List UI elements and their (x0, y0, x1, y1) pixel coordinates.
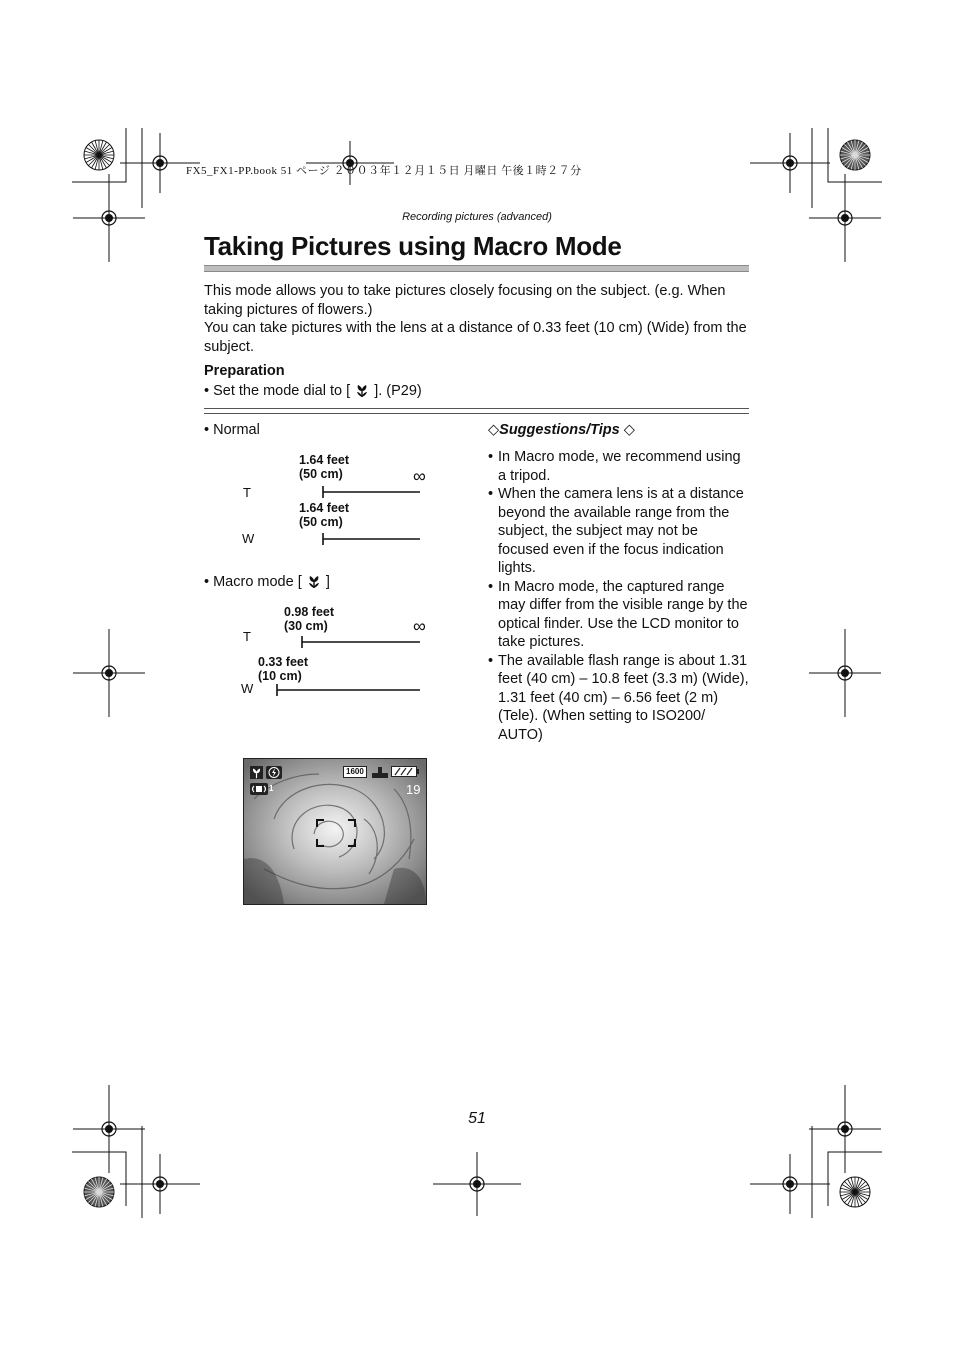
macro-flower-icon (306, 573, 322, 593)
tip-item: • The available flash range is about 1.31 feet (40 cm) – 10.8 feet (3.3 m) (Wide), 1.31 feet (40 cm) – 6.56 feet (2 m) (Tele). (When setting to ISO200/ AUTO) (488, 652, 750, 745)
infinity-symbol: ∞ (413, 466, 426, 486)
crosshair-mark (750, 1154, 830, 1214)
battery-icon (391, 766, 419, 777)
macro-flower-icon (354, 382, 370, 402)
distance-cm: (50 cm) (299, 515, 343, 529)
distance-feet: 1.64 feet (299, 453, 350, 467)
wide-letter: W (241, 681, 254, 696)
stabilizer-mode-number: 1 (269, 784, 274, 793)
crosshair-mark (73, 1085, 145, 1173)
intro-text (204, 282, 749, 356)
registration-star-mark (84, 1177, 114, 1207)
registration-star-mark (840, 1177, 870, 1207)
distance-cm: (10 cm) (258, 669, 302, 683)
crosshair-mark (809, 1085, 881, 1173)
picture-size-icon (372, 767, 388, 778)
macro-bullet-prefix: • Macro mode [ (204, 574, 302, 590)
normal-bullet: • Normal (204, 422, 260, 438)
tips-list (488, 448, 750, 744)
normal-wide-distance (299, 501, 349, 529)
iso-indicator: 1600 (343, 766, 367, 778)
running-head: Recording pictures (advanced) (402, 211, 552, 223)
wide-letter: W (242, 531, 255, 546)
macro-bullet (204, 573, 330, 593)
distance-feet: 0.33 feet (258, 655, 309, 669)
crosshair-mark (120, 1154, 200, 1214)
preparation-line (204, 382, 422, 402)
page-number: 51 (468, 1110, 486, 1127)
distance-cm: (30 cm) (284, 619, 328, 633)
book-file-info: FX5_FX1-PP.book 51 ページ ２００３年１２月１５日 月曜日 午後１時２７分 (186, 165, 582, 177)
normal-tele-distance (299, 453, 349, 481)
tip-item: • In Macro mode, we recommend using a tripod. (488, 448, 750, 485)
tip-item: • In Macro mode, the captured range may differ from the visible range by the optical finder. Use the LCD monitor to take pictures. (488, 578, 750, 652)
crosshair-mark (73, 629, 145, 717)
infinity-symbol: ∞ (413, 616, 426, 636)
macro-bullet-suffix: ] (325, 574, 330, 590)
intro-paragraph-2: You can take pictures with the lens at a distance of 0.33 feet (10 cm) (Wide) from the subject. (204, 320, 747, 355)
tele-letter: T (243, 629, 251, 644)
preparation-prefix: • Set the mode dial to [ (204, 383, 351, 399)
distance-feet: 0.98 feet (284, 605, 335, 619)
shots-remaining: 19 (406, 782, 421, 797)
tips-heading: ◇Suggestions/Tips ◇ (488, 422, 635, 438)
lcd-monitor-illustration (243, 758, 427, 905)
preparation-heading: Preparation (204, 363, 285, 379)
distance-feet: 1.64 feet (299, 501, 350, 515)
flash-auto-icon (266, 766, 282, 779)
crosshair-mark (809, 629, 881, 717)
macro-tele-distance (284, 605, 334, 633)
tele-letter: T (243, 485, 251, 500)
af-frame-icon (316, 819, 356, 847)
page-title: Taking Pictures using Macro Mode (204, 231, 622, 261)
section-rule (204, 413, 749, 414)
crosshair-mark (433, 1152, 521, 1216)
registration-star-mark (840, 140, 870, 170)
macro-flower-icon (250, 766, 263, 779)
tip-item: • When the camera lens is at a distance beyond the available range from the subject, the subject may not be focused even if the focus indication lights. (488, 485, 750, 578)
intro-paragraph-1: This mode allows you to take pictures closely focusing on the subject. (e.g. When taking pictures of flowers.) (204, 283, 726, 318)
title-rule (204, 265, 749, 272)
section-rule (204, 408, 749, 409)
registration-star-mark (84, 140, 114, 170)
stabilizer-icon (250, 783, 268, 795)
distance-cm: (50 cm) (299, 467, 343, 481)
macro-wide-distance (258, 655, 308, 683)
crosshair-mark (750, 133, 830, 193)
preparation-suffix: ]. (P29) (374, 383, 422, 399)
